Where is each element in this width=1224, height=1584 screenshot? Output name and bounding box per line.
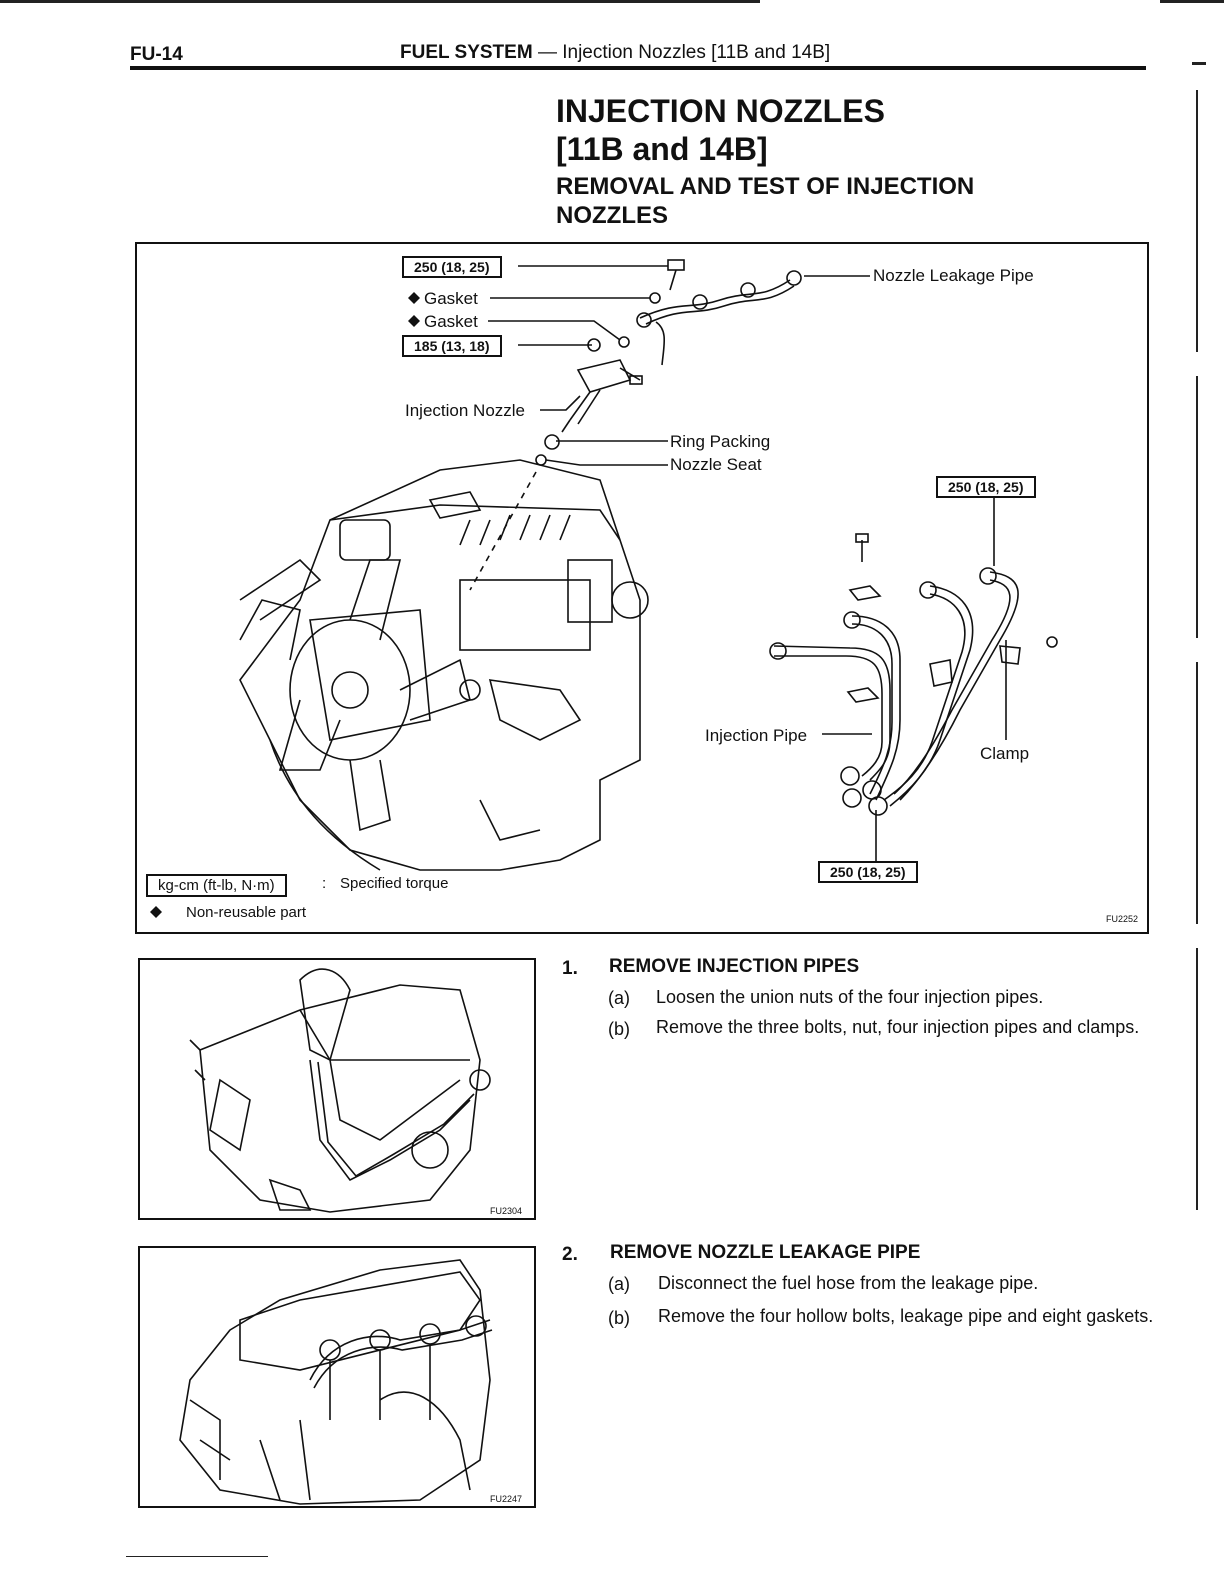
page-title-line-2: [11B and 14B] <box>556 131 768 167</box>
scan-edge-top-right <box>1160 0 1224 3</box>
nozzle-leakage-pipe-label: Nozzle Leakage Pipe <box>873 266 1034 285</box>
running-header-subsection: — Injection Nozzles [11B and 14B] <box>537 42 831 63</box>
step-1-number: 1. <box>562 958 578 979</box>
injection-nozzle-label: Injection Nozzle <box>405 401 526 420</box>
step-1a-letter: (a) <box>608 988 630 1008</box>
clamp-label: Clamp <box>980 744 1030 763</box>
step-1b-letter: (b) <box>608 1019 630 1039</box>
scan-edge-bottom <box>126 1556 268 1557</box>
main-figure-code: FU2252 <box>1106 914 1139 924</box>
page-number: FU-14 <box>130 44 183 65</box>
legend-unit-box: kg-cm (ft-lb, N·m) <box>146 874 287 897</box>
page-title <box>556 92 885 168</box>
running-header-section: FUEL SYSTEM <box>400 42 533 63</box>
torque-box-2: 185 (13, 18) <box>402 335 502 357</box>
figure-remove-injection-pipes <box>138 958 536 1220</box>
step-2a-letter: (a) <box>608 1274 630 1294</box>
figure-1-code: FU2304 <box>490 1206 523 1216</box>
section-heading-line-2: NOZZLES <box>556 202 668 229</box>
legend-torque-text: Specified torque <box>340 875 449 892</box>
section-heading <box>556 172 974 230</box>
torque-box-1: 250 (18, 25) <box>402 256 502 278</box>
nozzle-seat-label: Nozzle Seat <box>670 455 762 474</box>
scan-edge-right-1 <box>1196 90 1198 352</box>
step-1b-text: Remove the three bolts, nut, four injection pipes and clamps. <box>656 1017 1140 1037</box>
gasket-label-1: Gasket <box>424 289 478 308</box>
torque-box-4: 250 (18, 25) <box>818 861 918 883</box>
ring-packing-label: Ring Packing <box>670 432 771 451</box>
injection-pipe-label: Injection Pipe <box>705 726 808 745</box>
scan-edge-right-3 <box>1196 662 1198 924</box>
legend-colon: : <box>322 875 327 892</box>
step-2a-text: Disconnect the fuel hose from the leakage pipe. <box>658 1273 1039 1293</box>
scan-edge-mark <box>1192 62 1206 65</box>
torque-box-3: 250 (18, 25) <box>936 476 1036 498</box>
legend-nonreusable-text: Non-reusable part <box>186 904 307 921</box>
step-2b-text: Remove the four hollow bolts, leakage pipe and eight gaskets. <box>658 1306 1154 1326</box>
step-2-number: 2. <box>562 1244 578 1265</box>
header-rule <box>130 66 1146 70</box>
step-2b-letter: (b) <box>608 1308 630 1328</box>
scan-edge-right-4 <box>1196 948 1198 1210</box>
exploded-view-figure <box>135 242 1149 934</box>
scan-edge-right-2 <box>1196 376 1198 638</box>
gasket-label-2: Gasket <box>424 312 478 331</box>
scan-edge-top <box>0 0 760 3</box>
section-heading-line-1: REMOVAL AND TEST OF INJECTION <box>556 173 975 200</box>
figure-remove-leakage-pipe <box>138 1246 536 1508</box>
running-header <box>400 42 830 64</box>
step-1-title: REMOVE INJECTION PIPES <box>609 956 860 977</box>
step-2-title: REMOVE NOZZLE LEAKAGE PIPE <box>610 1242 921 1263</box>
figure-2-code: FU2247 <box>490 1494 523 1504</box>
page-title-line-1: INJECTION NOZZLES <box>556 93 885 129</box>
step-1a-text: Loosen the union nuts of the four injection pipes. <box>656 987 1044 1007</box>
